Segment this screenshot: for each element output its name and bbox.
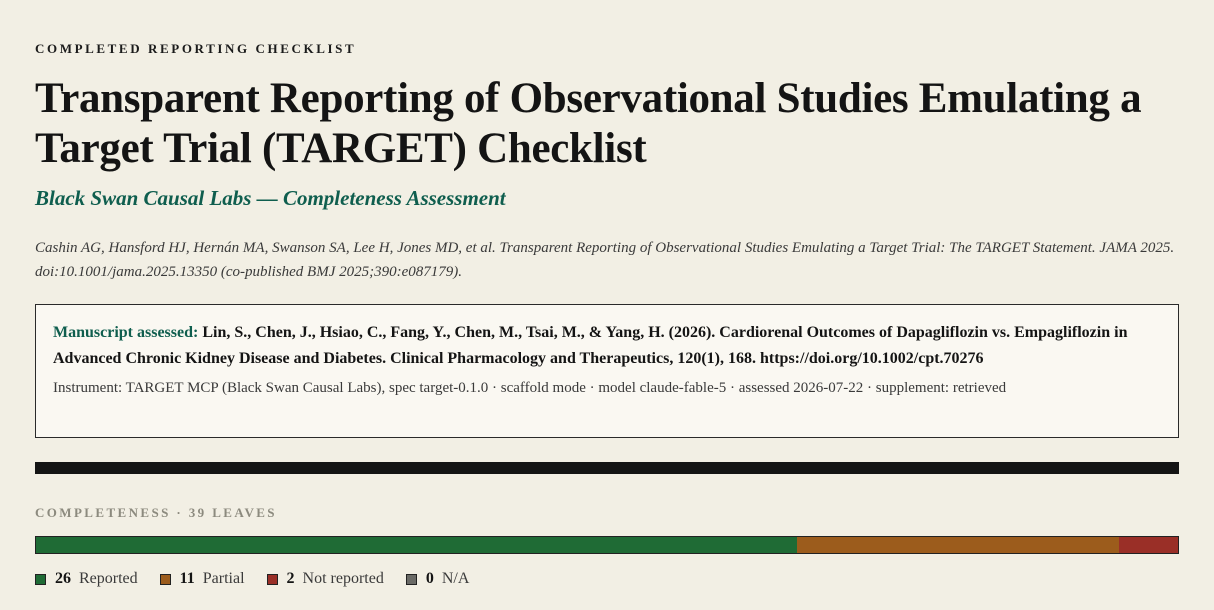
manuscript-label: Manuscript assessed: — [53, 324, 199, 341]
legend-label: N/A — [441, 570, 470, 587]
divider-rule — [35, 462, 1179, 474]
legend-item-not-reported — [267, 570, 384, 588]
legend-swatch — [267, 574, 278, 585]
legend-swatch — [35, 574, 46, 585]
subtitle: Black Swan Causal Labs — Completeness Assessment — [35, 186, 506, 210]
legend-label: Not reported — [302, 570, 384, 587]
legend-count: 11 — [179, 570, 195, 587]
bar-segment-partial — [797, 537, 1119, 553]
completeness-legend — [35, 570, 491, 588]
kicker: COMPLETED REPORTING CHECKLIST — [35, 41, 357, 56]
legend-label: Reported — [79, 570, 138, 587]
legend-item-n-a — [406, 570, 470, 588]
completeness-bar — [35, 536, 1179, 554]
legend-item-reported — [35, 570, 138, 588]
bar-segment-not-reported — [1119, 537, 1178, 553]
legend-count: 26 — [55, 570, 71, 587]
legend-label: Partial — [202, 570, 245, 587]
citation: Cashin AG, Hansford HJ, Hernán MA, Swanson SA, Lee H, Jones MD, et al. Transparent Reporting of Observational Studies Emulating a Target Trial: The TARGET Statement. JAMA 2025. doi:10.1001/jama.2025.13350 (co-published BMJ 2025;390:e087179). — [35, 240, 1175, 280]
legend-count: 0 — [425, 570, 434, 587]
bar-segment-reported — [36, 537, 797, 553]
manuscript-box — [35, 304, 1179, 438]
legend-count: 2 — [286, 570, 295, 587]
manuscript-reference-block — [53, 320, 1161, 372]
legend-swatch — [406, 574, 417, 585]
completeness-label: COMPLETENESS · 39 LEAVES — [35, 505, 277, 520]
instrument-line: Instrument: TARGET MCP (Black Swan Causal Labs), spec target-0.1.0 · scaffold mode · model claude-fable-5 · assessed 2026-07-22 · supplement: retrieved — [53, 380, 1007, 396]
page-title: Transparent Reporting of Observational Studies Emulating a Target Trial (TARGET) Checklist — [35, 75, 1142, 172]
legend-item-partial — [160, 570, 245, 588]
legend-swatch — [160, 574, 171, 585]
manuscript-reference: Lin, S., Chen, J., Hsiao, C., Fang, Y., Chen, M., Tsai, M., & Yang, H. (2026). Cardiorenal Outcomes of Dapagliflozin vs. Empagliflozin in Advanced Chronic Kidney Disease and Diabetes. Clinical Pharmacology and Therapeutics, 120(1), 168. https://doi.org/10.1002/cpt.70276 — [53, 324, 1128, 367]
